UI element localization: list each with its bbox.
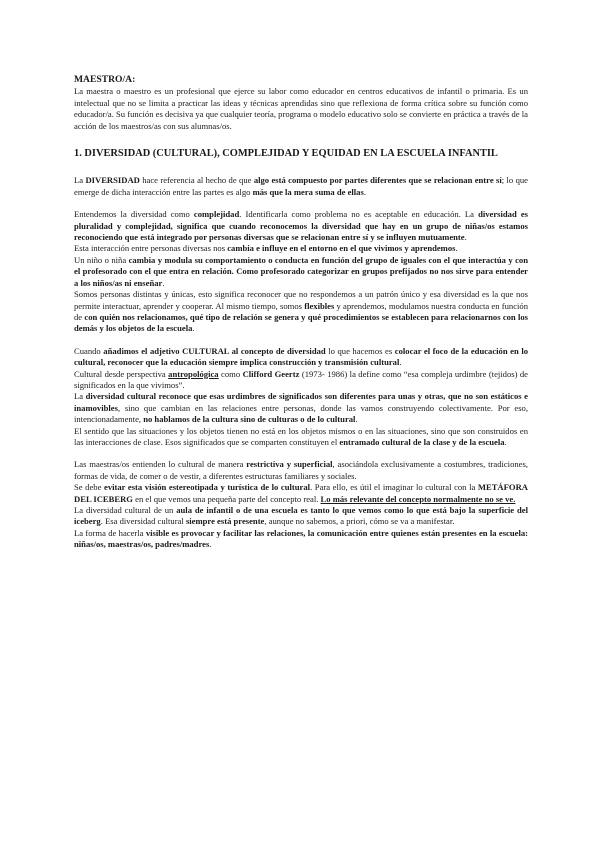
paragraph-visible: La forma de hacerla visible es provocar y facilitar las relaciones, la comunicación entre quienes están presentes en la escuela: niñas/os, maestras/os, padres/madres.	[74, 527, 528, 550]
paragraph-cultural: Cuando añadimos el adjetivo CULTURAL al concepto de diversidad lo que hacemos es colocar el foco de la educación en lo cultural, reconocer que la educación siempre implica construcción y transmisión cultural.	[74, 345, 529, 368]
paragraph-iceberg: Se debe evitar esta visión estereotipada y turística de lo cultural. Para ello, es útil el imaginar lo cultural con la METÁFORA DEL ICEBERG en el que vemos una pequeña parte del concepto real. Lo más relevante del concepto normalmente no se ve.	[74, 482, 528, 504]
paragraph-nino: Un niño o niña cambia y modula su comportamiento o conducta en función del grupo de iguales con el que interactúa y con el profesorado con el que entra en relación. Como profesorado categorizar en grupos prefijados no nos sirve para entender a los niños/as ni enseñar.	[74, 254, 528, 288]
paragraph-interaccion: Esta interacción entre personas diversas nos cambia e influye en el entorno en el que vivimos y aprendemos.	[74, 243, 458, 254]
paragraph-diversidad-cultural: La diversidad cultural reconoce que esas urdimbres de significados son diferentes para unas y otras, que no son estáticos e inamovibles, sino que cambian en las relaciones entre personas, donde las vamos construyendo colectivamente. Por eso, intencionadamente, no hablamos de la cultura sino de culturas o de lo cultural.	[74, 391, 528, 425]
paragraph-complejidad: Entendemos la diversidad como complejidad. Identificarla como problema no es aceptable en educación. La diversidad es pluralidad y complejidad, significa que cuando reconocemos la diversidad que hay en un grupo de niñas/os estamos reconociendo que está integrado por personas diversas que se relacionan entre sí y se influyen mutuamente.	[74, 209, 528, 243]
intro-paragraph: La maestra o maestro es un profesional que ejerce su labor como educador en centros educativos de infantil o primaria. Es un intelectual que no se limita a practicar las ideas y técnicas aprendidas sino que reflexiona de forma crítica sobre su función como educador/a. Su función es decisiva ya que cualquier teoría, programa o modelo educativo solo se convierte en práctica a través de la acción de los maestros/as con sus alumnas/os.	[74, 86, 528, 131]
document-title: MAESTRO/A:	[74, 74, 136, 85]
document-body	[74, 74, 528, 551]
paragraph-sentido: El sentido que las situaciones y los objetos tienen no está en los objetos mismos o en las situaciones, sino que son construidos en las interacciones de clase. Esos significados que se comparten constituyen el entramado cultural de la clase y de la escuela.	[74, 425, 528, 447]
paragraph-maestras: Las maestras/os entienden lo cultural de manera restrictiva y superficial, asociándola exclusivamente a costumbres, tradiciones, formas de vida, de comer o de vestir, a diferentes estructuras familiares y sociales.	[74, 459, 528, 481]
paragraph-aula: La diversidad cultural de un aula de infantil o de una escuela es tanto lo que vemos como lo que está bajo la superficie del iceberg. Esa diversidad cultural siempre está presente, aunque no sabemos, a priori, cómo se va a manifestar.	[74, 505, 528, 527]
paragraph-antropologica: Cultural desde perspectiva antropológica como Clifford Geertz (1973- 1986) la define como “esa compleja urdimbre (tejidos) de significados en la que vivimos”.	[74, 368, 528, 390]
paragraph-personas: Somos personas distintas y únicas, esto significa reconocer que no respondemos a un patrón único y esa diversidad es la que nos permite interactuar, aprender y cooperar. Al mismo tiempo, somos flexibles y aprendemos, modulamos nuestra conducta en función de con quién nos relacionamos, qué tipo de relación se genera y qué procedimientos se establecen para relacionarnos con los demás y los objetos de la escuela.	[74, 289, 528, 334]
section-heading: 1. DIVERSIDAD (CULTURAL), COMPLEJIDAD Y EQUIDAD EN LA ESCUELA INFANTIL	[74, 148, 498, 160]
paragraph-diversidad: La DIVERSIDAD hace referencia al hecho de que algo está compuesto por partes diferentes que se relacionan entre sí; lo que emerge de dicha interacción entre las partes es algo más que la mera suma de ellas.	[74, 175, 528, 197]
